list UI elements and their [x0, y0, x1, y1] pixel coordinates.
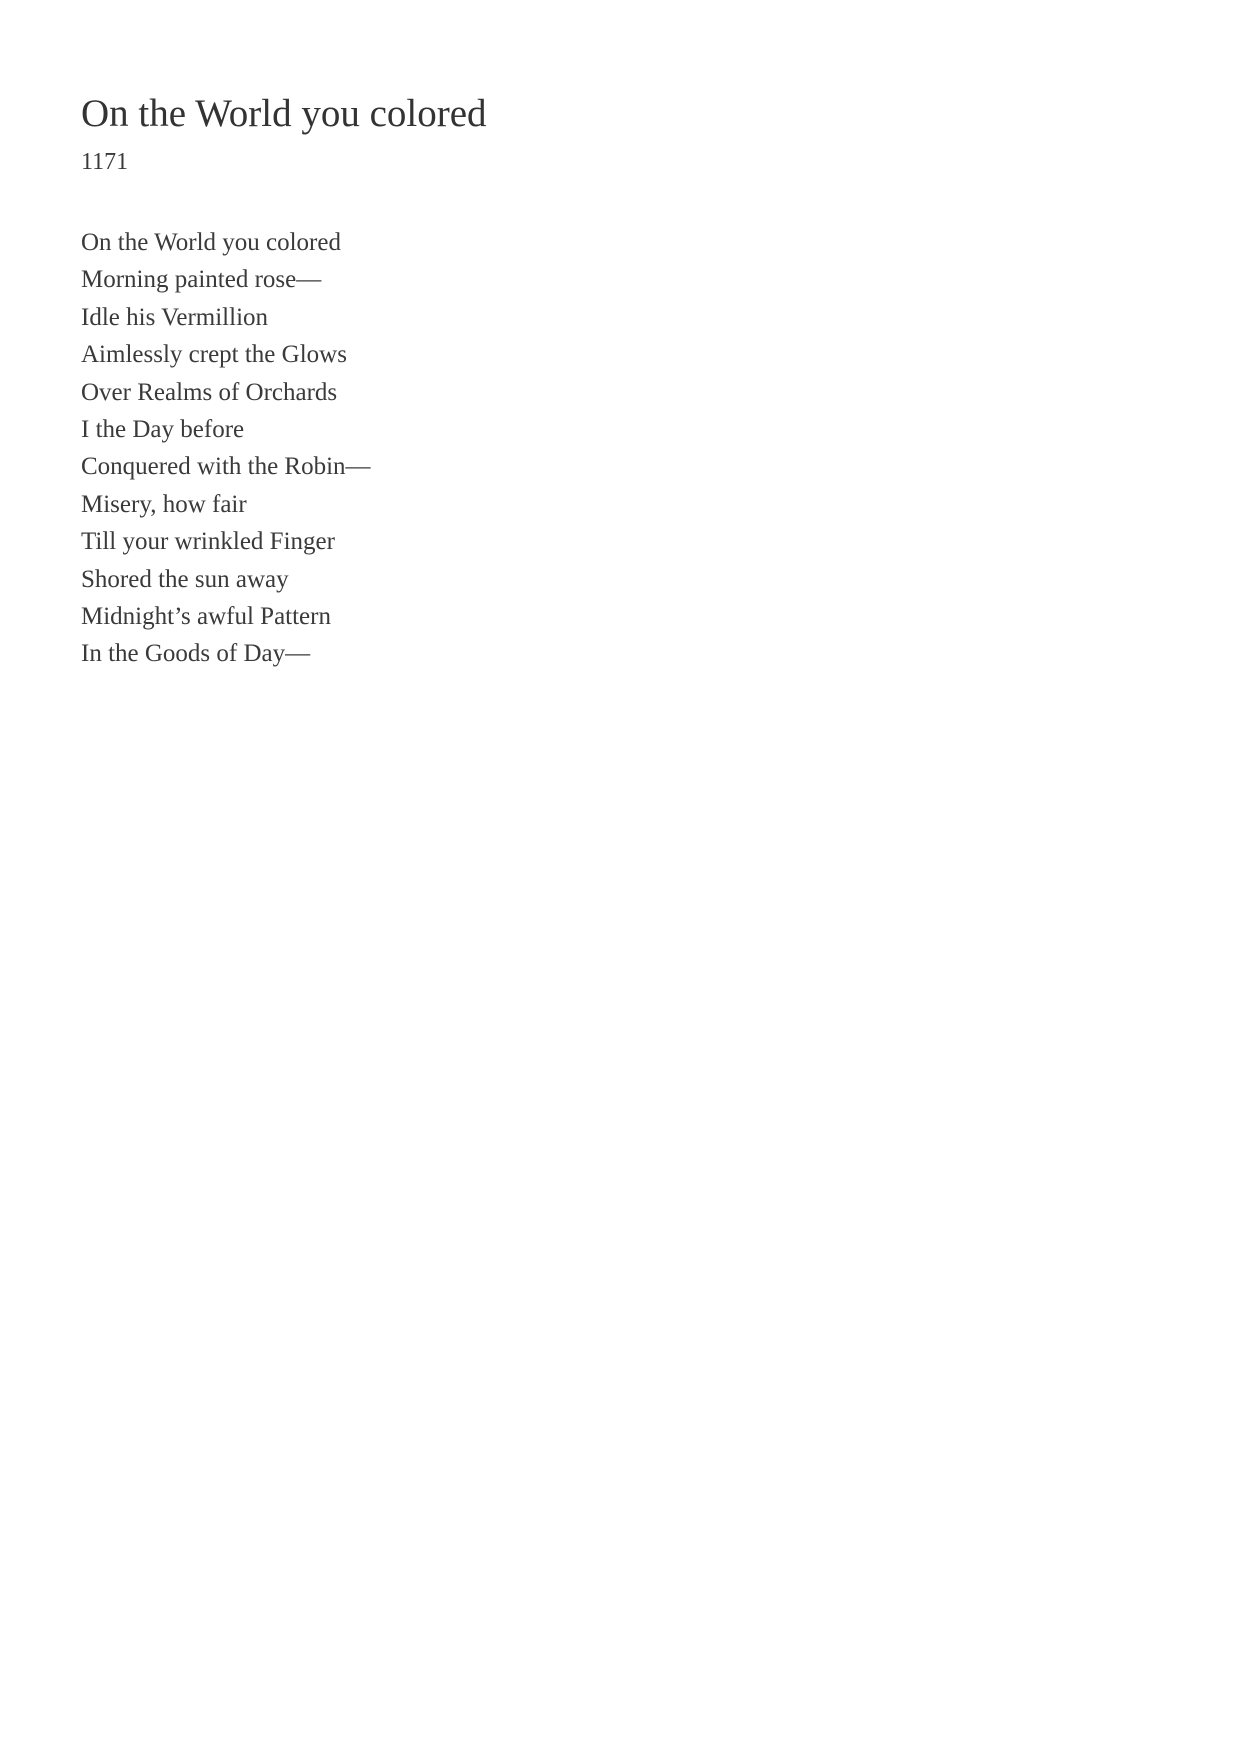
poem-body	[81, 224, 1161, 673]
poem-line: I the Day before	[81, 416, 245, 444]
poem-line: Morning painted rose—	[81, 266, 322, 294]
poem-line: Over Realms of Orchards	[81, 378, 338, 406]
document-page	[81, 88, 1161, 673]
poem-line: Till your wrinkled Finger	[81, 528, 335, 556]
poem-line: Aimlessly crept the Glows	[81, 341, 347, 369]
poem-line: On the World you colored	[81, 229, 341, 256]
poem-number: 1171	[81, 149, 129, 175]
poem-title: On the World you colored	[81, 92, 487, 135]
poem-line: Midnight’s awful Pattern	[81, 603, 331, 631]
poem-line: Misery, how fair	[81, 490, 247, 518]
poem-line: Idle his Vermillion	[81, 303, 269, 331]
poem-line: Shored the sun away	[81, 565, 289, 593]
poem-line: In the Goods of Day—	[81, 640, 311, 668]
poem-line: Conquered with the Robin—	[81, 453, 371, 481]
